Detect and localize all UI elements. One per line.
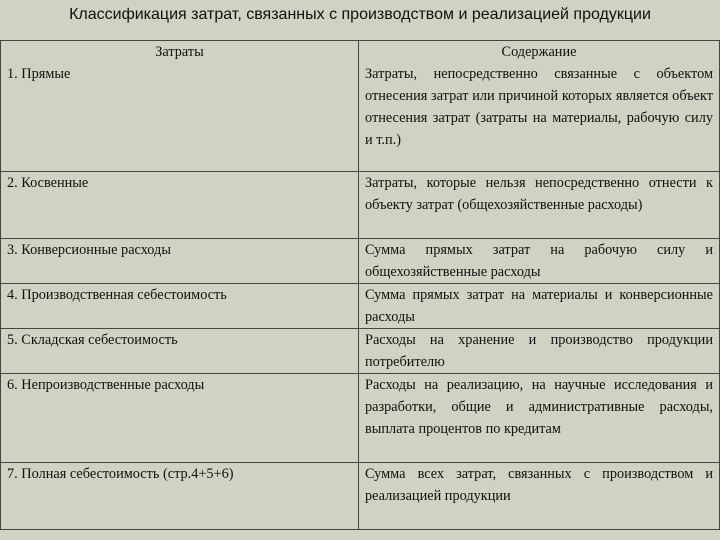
row-content: Сумма всех затрат, связанных с производством и реализацией продукции — [359, 463, 720, 530]
row-content: Затраты, которые нельзя непосредственно отнести к объекту затрат (общехозяйственные расходы) — [359, 172, 720, 239]
header-content: Содержание — [501, 44, 577, 60]
row-name: 4. Производственная себестоимость — [1, 284, 359, 329]
row-content: Сумма прямых затрат на материалы и конверсионные расходы — [359, 284, 720, 329]
row-name: 5. Складская себестоимость — [1, 329, 359, 374]
row-name: 6. Непроизводственные расходы — [1, 374, 359, 463]
table-cell — [1, 41, 359, 172]
table-row — [1, 41, 720, 172]
table-row — [1, 374, 720, 463]
table-row — [1, 284, 720, 329]
cost-classification-table — [0, 40, 720, 530]
table-cell — [359, 41, 720, 172]
table-row — [1, 239, 720, 284]
row-name: 1. Прямые — [7, 66, 71, 82]
row-content: Затраты, непосредственно связанные с объектом отнесения затрат или причиной которых является объект отнесения затрат (затраты на материалы, рабочую силу и т.п.) — [365, 66, 713, 148]
row-content: Сумма прямых затрат на рабочую силу и общехозяйственные расходы — [359, 239, 720, 284]
row-content: Расходы на хранение и производство продукции потребителю — [359, 329, 720, 374]
slide-title: Классификация затрат, связанных с производством и реализацией продукции — [69, 6, 651, 23]
row-name: 3. Конверсионные расходы — [1, 239, 359, 284]
table-row — [1, 463, 720, 530]
row-name: 2. Косвенные — [1, 172, 359, 239]
table-row — [1, 329, 720, 374]
row-content: Расходы на реализацию, на научные исследования и разработки, общие и административные расходы, выплата процентов по кредитам — [359, 374, 720, 463]
table-row — [1, 172, 720, 239]
row-name: 7. Полная себестоимость (стр.4+5+6) — [1, 463, 359, 530]
header-costs: Затраты — [155, 44, 204, 60]
